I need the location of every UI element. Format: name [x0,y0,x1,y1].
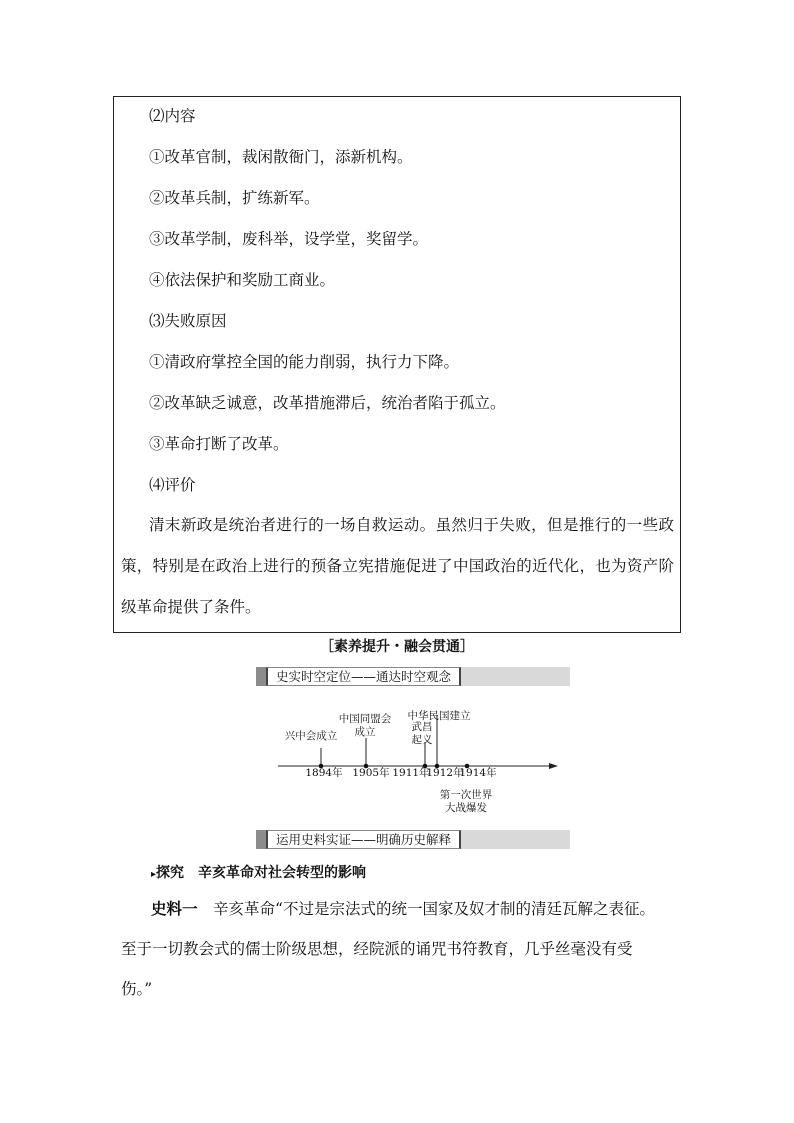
content-heading: ⑵内容 [149,107,196,125]
source1-text: 辛亥革命“不过是宗法式的统一国家及奴才制的清廷瓦解之表征。 [197,900,655,918]
source1-line-3: 伤。” [121,980,153,998]
timeline-event-label: 第一次世界 大战爆发 [439,789,493,814]
explore-heading [151,862,366,882]
section-bar-timeline [256,667,570,686]
timeline-event-label: 中华民国建立 [407,710,471,722]
bar-square-icon [256,830,266,849]
explore-marker-icon: ▸ [151,869,157,880]
timeline-year-label: 1894年 [305,767,343,779]
failure-heading: ⑶失败原因 [149,312,227,330]
content-item-1: ①改革官制，裁闲散衙门，添新机构。 [149,148,413,166]
failure-item-2: ②改革缺乏诚意，改革措施滞后，统治者陷于孤立。 [149,394,506,412]
evaluation-text: 清末新政是统治者进行的一场自救运动。虽然归于失败，但是推行的一些政策，特别是在政治上进行的预备立宪措施促进了中国政治的近代化，也为资产阶级革命提供了条件。 [121,516,674,616]
failure-item-1: ①清政府掌控全国的能力削弱，执行力下降。 [149,353,460,371]
timeline-event-label: 武昌 起义 [411,721,433,746]
bar-label: 史实时空定位——通达时空观念 [266,667,461,686]
source1-line-2: 至于一切教会式的儒士阶级思想，经院派的诵咒书符教育，几乎丝毫没有受 [121,940,633,958]
section-bar-sources [256,830,570,849]
content-item-2: ②改革兵制，扩练新军。 [149,189,320,207]
evaluation-heading: ⑷评价 [149,476,196,494]
timeline-year-label: 1905年 [352,767,390,779]
source1-label: 史料一 [151,899,198,918]
timeline-arrow-icon [549,763,558,769]
content-item-3: ③改革学制，废科举，设学堂，奖留学。 [149,230,429,248]
timeline-year-label: 1911年 [392,767,430,779]
explore-title: 探究 辛亥革命对社会转型的影响 [156,865,367,881]
bar-square-icon [256,667,266,686]
bar-label: 运用史料实证——明确历史解释 [266,830,461,849]
content-item-4: ④依法保护和奖励工商业。 [149,271,336,289]
source1-line-1 [151,897,655,919]
timeline-event-label: 兴中会成立 [284,730,338,742]
timeline-year-label: 1912年 [426,767,464,779]
failure-item-3: ③革命打断了改革。 [149,435,289,453]
timeline-year-label: 1914年 [459,767,497,779]
section-title: ［素养提升・融会贯通］ [320,639,474,655]
timeline-event-label: 中国同盟会 成立 [338,713,392,738]
